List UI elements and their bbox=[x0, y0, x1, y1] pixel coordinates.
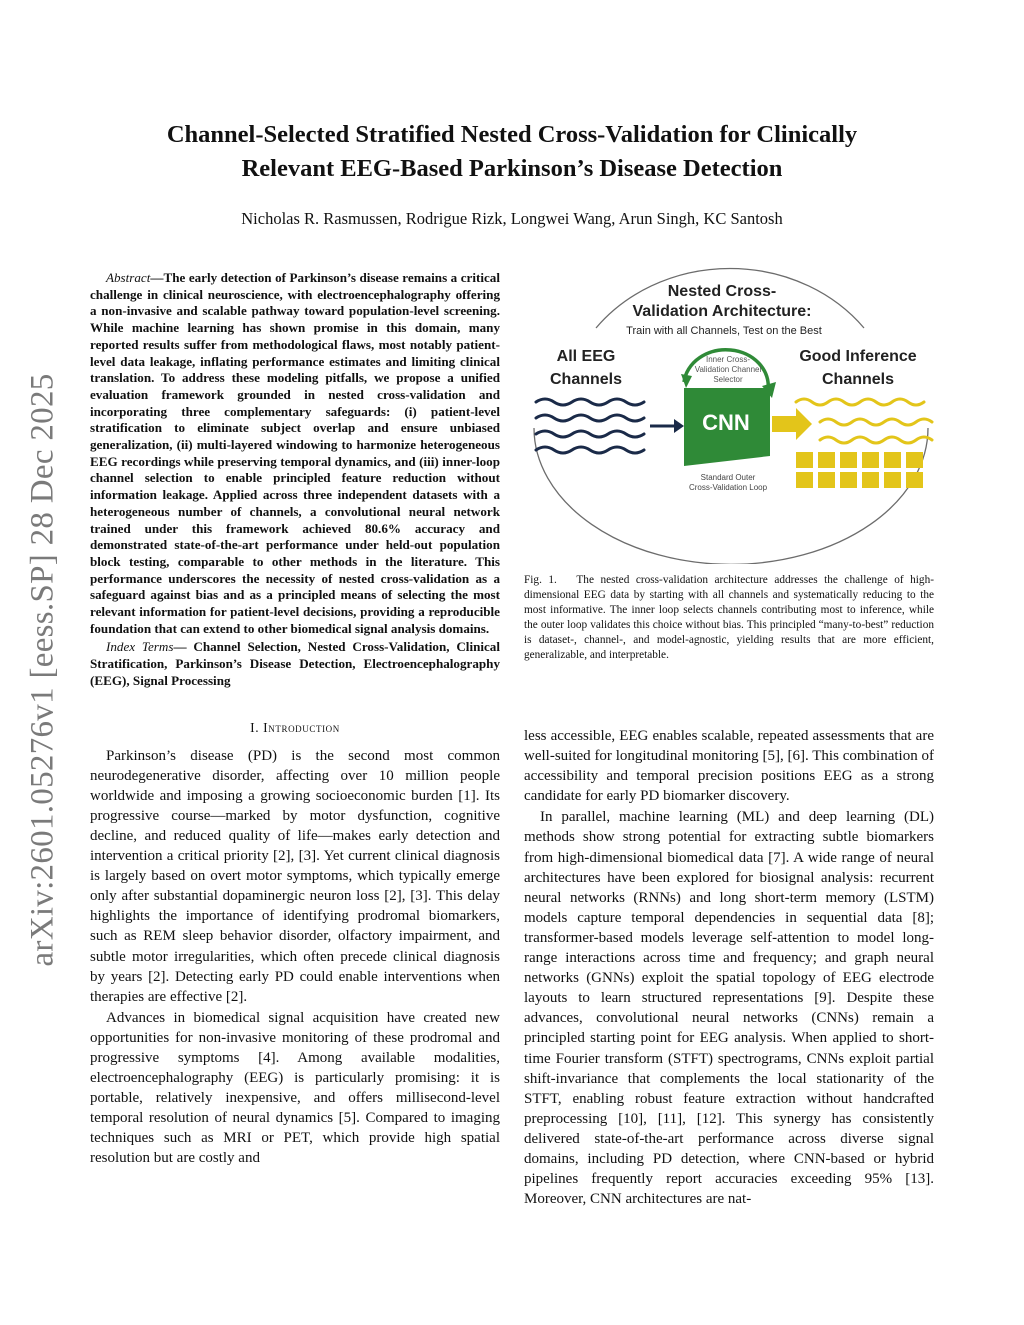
eeg-wave-2 bbox=[536, 415, 644, 421]
all-eeg-label-line-2: Channels bbox=[549, 371, 623, 388]
grid-cell bbox=[796, 452, 813, 468]
grid-cell bbox=[884, 452, 901, 468]
outer-loop-line-1: Standard Outer bbox=[700, 473, 756, 482]
paper-title bbox=[90, 118, 934, 186]
good-wave-3 bbox=[820, 437, 932, 443]
figure-title-line-2: Validation Architecture: bbox=[632, 303, 812, 320]
grid-cell bbox=[818, 472, 835, 488]
intro-paragraph-3: less accessible, EEG enables scalable, repeated assessments that are well-suited for longitudinal monitoring [5], [6]. This combination of accessibility and temporal precision positions EEG as a strong candidate for early PD biomarker discovery. bbox=[524, 728, 934, 805]
intro-paragraph-4: In parallel, machine learning (ML) and deep learning (DL) methods show strong potential for extracting subtle biomarkers from high-dimensional biomedical data [7]. A wide range of neural architectures have been explored for biosignal analysis: recurrent neural networks (RNNs) and long short-term memory (LSTM) models capture temporal dependencies in sequential data [8]; transformer-based models leverage self-attention to model long-range interactions across time and frequency; and graph neural networks (GNNs) exploit the spatial topology of EEG electrode layouts to learn structured representations [9]. Despite these advances, convolutional neural networks (CNNs) remain a principled starting point for EEG analysis. When applied to short-time Fourier transform (STFT) spectrograms, CNNs exploit partial shift-invariance that complements the local stationarity of the STFT, enabling robust feature extraction without handcrafted preprocessing [10], [11], [12]. This synergy has consistently delivered state-of-the-art performance across diverse signal domains, including PD detection, where CNN-based or hybrid pipelines frequently report accuracies exceeding 95% [13]. Moreover, CNN architectures are nat- bbox=[524, 809, 934, 1208]
index-terms-dash: — bbox=[173, 639, 194, 655]
inner-loop-line-2: Validation Channel bbox=[694, 365, 762, 374]
eeg-wave-1 bbox=[536, 399, 644, 405]
grid-cell bbox=[840, 472, 857, 488]
good-channel-waves-icon bbox=[796, 399, 932, 443]
eeg-wave-4 bbox=[536, 447, 644, 453]
index-terms-label: Index Terms bbox=[106, 639, 174, 655]
section-name: Introduction bbox=[263, 719, 340, 735]
title-line-2: Relevant EEG-Based Parkinson’s Disease Detection bbox=[241, 155, 783, 182]
figure-caption bbox=[524, 573, 934, 664]
arxiv-identifier bbox=[18, 360, 68, 980]
index-terms bbox=[90, 639, 500, 689]
author-list: Nicholas R. Rasmussen, Rodrigue Rizk, Longwei Wang, Arun Singh, KC Santosh bbox=[241, 209, 783, 228]
figure-subtitle: Train with all Channels, Test on the Best bbox=[626, 325, 822, 337]
good-channels-label-line-2: Channels bbox=[821, 371, 895, 388]
output-arrow-icon bbox=[772, 408, 812, 440]
grid-cell bbox=[818, 452, 835, 468]
left-column bbox=[90, 270, 500, 1170]
good-channels-label-line-1: Good Inference bbox=[799, 348, 917, 365]
abstract-dash: — bbox=[150, 270, 164, 285]
all-eeg-label-line-1: All EEG bbox=[556, 348, 616, 365]
intro-paragraph-2: Advances in biomedical signal acquisition have created new opportunities for non-invasive monitoring of these prodromal and progressive symptoms [4]. Among available modalities, electroencephalography (EEG) is particularly promising: it is portable, relatively inexpensive, and offers millisecond-level temporal resolution of neural dynamics [5]. Compared to imaging techniques such as MRI or PET, which provide high spatial resolution but are costly and bbox=[90, 1009, 500, 1167]
inner-loop-line-1: Inner Cross- bbox=[705, 355, 751, 364]
grid-cell bbox=[840, 452, 857, 468]
intro-paragraph-1: Parkinson’s disease (PD) is the second most common neurodegenerative disorder, affecting over 10 million people worldwide and imposing a growing socioeconomic burden [1]. Its progressive course—marked by motor dysfunction, cognitive decline, and reduced quality of life—makes early detection and intervention a critical priority [2], [3]. Yet current clinical diagnosis is largely based on overt motor symptoms, which typically emerge only after substantial dopaminergic neuron loss [2], [3]. This delay highlights the importance of identifying prodromal biomarkers, such as REM sleep behavior disorder, olfactory impairment, and subtle motor irregularities, which often precede clinical diagnosis by years [2]. Detecting early PD could enable interventions when therapies are effective [2]. bbox=[90, 747, 500, 1005]
index-terms-text: Channel Selection, Nested Cross-Validation, Clinical Stratification, Parkinson’s Disease Detection, Electroencephalography (EEG), Signal Processing bbox=[90, 639, 500, 688]
outer-loop-line-2: Cross-Validation Loop bbox=[688, 483, 768, 492]
good-channel-grid-icon bbox=[796, 452, 923, 488]
caption-text: The nested cross-validation architecture addresses the challenge of high-dimensional EEG data by starting with all channels and systematically reducing to the most informative. The inner loop selects channels contributing most to inference, while the outer loop validates this choice without bias. This principled “many-to-best” reduction is dataset-, channel-, and model-agnostic, yielding results that are more efficient, generalizable, and interpretable. bbox=[524, 574, 934, 662]
grid-cell bbox=[862, 452, 879, 468]
eeg-wave-3 bbox=[536, 431, 644, 437]
good-wave-1 bbox=[796, 399, 924, 405]
grid-cell bbox=[884, 472, 901, 488]
figure-diagram bbox=[524, 258, 938, 564]
eeg-waves-icon bbox=[536, 399, 644, 453]
good-wave-2 bbox=[820, 419, 932, 425]
section-heading bbox=[90, 720, 500, 736]
grid-cell bbox=[796, 472, 813, 488]
right-column bbox=[524, 726, 934, 1210]
abstract-label: Abstract bbox=[106, 270, 151, 285]
grid-cell bbox=[862, 472, 879, 488]
section-number: I. bbox=[250, 719, 260, 735]
input-arrow-icon bbox=[674, 419, 684, 433]
grid-cell bbox=[906, 452, 923, 468]
grid-cell bbox=[906, 472, 923, 488]
arxiv-identifier-text: arXiv:2601.05276v1 [eess.SP] 28 Dec 2025 bbox=[24, 373, 61, 967]
abstract-text: The early detection of Parkinson’s disease remains a critical challenge in clinical neuroscience, with electroencephalography offering a non-invasive and scalable pathway toward population-level screening. While machine learning has shown promise in this domain, many reported results suffer from methodological flaws, most notably patient-level data leakage, inflating performance estimates and limiting clinical translation. To address these modeling pitfalls, we propose a unified evaluation framework grounded in nested cross-validation and incorporating three complementary safeguards: (i) patient-level stratification to eliminate subject overlap and ensure unbiased generalization, (ii) multi-layered windowing to harmonize heterogeneous EEG recordings while preserving temporal dynamics, and (iii) inner-loop channel selection to enable principled feature reduction without information leakage. Applied across three independent datasets with a heterogeneous number of channels, a convolutional neural network trained under this framework achieved 80.6% accuracy and demonstrated state-of-the-art performance under held-out population block testing, comparable to other methods in the literature. This performance underscores the necessity of nested cross-validation as a safeguard against bias and as a principled means of selecting the most relevant information for patient-level decisions, providing a reproducible foundation that can extend to other biomedical signal analysis domains. bbox=[90, 270, 500, 636]
figure-title-line-1: Nested Cross- bbox=[667, 283, 777, 300]
abstract bbox=[90, 270, 500, 637]
title-line-1: Channel-Selected Stratified Nested Cross-Validation for Clinically bbox=[166, 121, 858, 148]
cnn-label: CNN bbox=[702, 410, 750, 435]
caption-label: Fig. 1. bbox=[524, 574, 557, 586]
inner-loop-line-3: Selector bbox=[713, 375, 743, 384]
figure-1 bbox=[524, 258, 938, 564]
